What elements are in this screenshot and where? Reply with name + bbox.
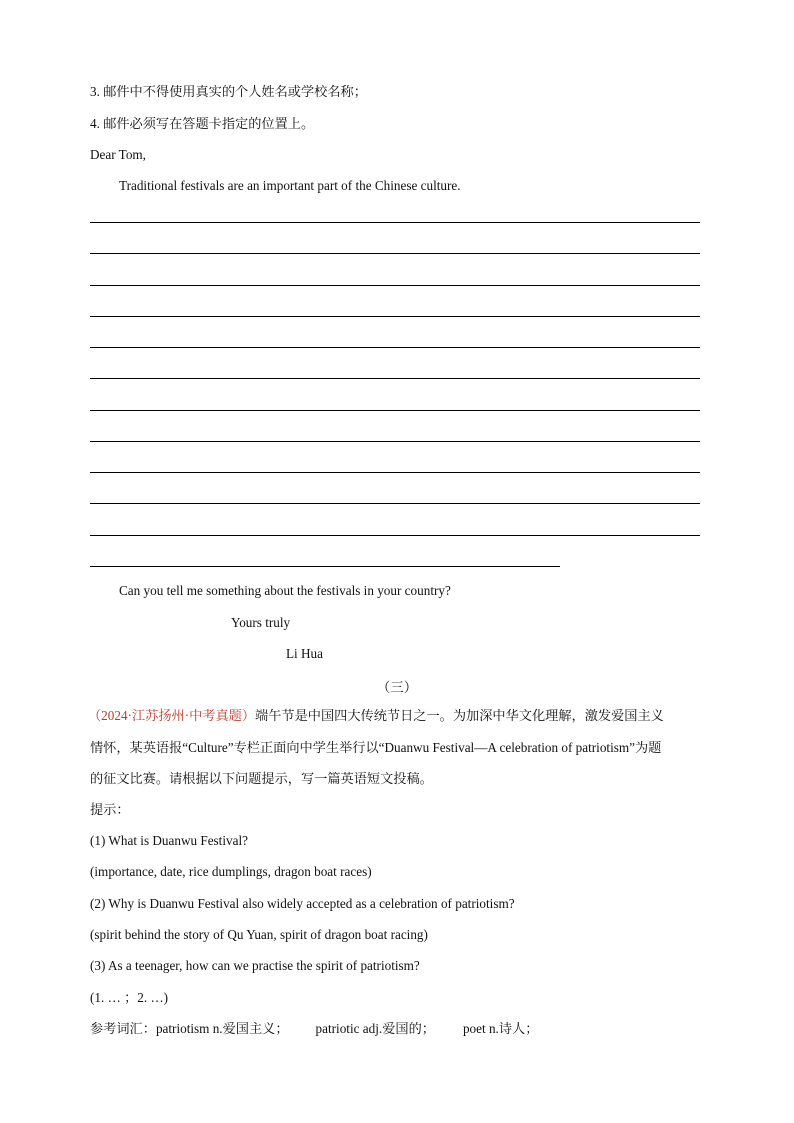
section-heading: （三） <box>376 680 418 695</box>
source-tag: （2024·江苏扬州·中考真题） <box>88 708 256 723</box>
writing-line[interactable] <box>90 535 700 536</box>
instruction-4: 4. 邮件必须写在答题卡指定的位置上。 <box>90 116 315 131</box>
letter-salutation: Dear Tom, <box>90 147 146 162</box>
vocab-line <box>90 1020 538 1038</box>
writing-line[interactable] <box>90 222 700 223</box>
hint-item: (1. … ；2. …) <box>90 990 169 1005</box>
vocab-item: poet n.诗人； <box>462 1021 539 1036</box>
vocab-item: patriotic adj.爱国的； <box>315 1021 435 1036</box>
writing-line[interactable] <box>90 410 700 411</box>
prompt-line-1 <box>88 707 664 725</box>
hint-item: (2) Why is Duanwu Festival also widely accepted as a celebration of patriotism? <box>90 896 515 911</box>
letter-signoff: Yours truly <box>231 615 291 630</box>
writing-line-short[interactable] <box>90 566 560 567</box>
instruction-3: 3. 邮件中不得使用真实的个人姓名或学校名称； <box>90 84 367 99</box>
hint-item: (3) As a teenager, how can we practise the spirit of patriotism? <box>90 958 420 973</box>
letter-opening: Traditional festivals are an important part of the Chinese culture. <box>119 178 461 193</box>
prompt-line-3: 的征文比赛。请根据以下问题提示，写一篇英语短文投稿。 <box>90 771 433 786</box>
writing-line[interactable] <box>90 316 700 317</box>
hint-item: (importance, date, rice dumplings, dragon boat races) <box>90 864 372 879</box>
prompt-line-2: 情怀，某英语报“Culture”专栏正面向中学生举行以“Duanwu Festival—A celebration of patriotism”为题 <box>90 740 662 755</box>
writing-line[interactable] <box>90 347 700 348</box>
vocab-item: patriotism n.爱国主义； <box>155 1021 289 1036</box>
letter-signature: Li Hua <box>286 646 323 661</box>
prompt-text-1: 端午节是中国四大传统节日之一。为加深中华文化理解，激发爱国主义 <box>255 708 664 723</box>
writing-line[interactable] <box>90 378 700 379</box>
writing-line[interactable] <box>90 285 700 286</box>
writing-line[interactable] <box>90 472 700 473</box>
writing-line[interactable] <box>90 503 700 504</box>
hint-item: (1) What is Duanwu Festival? <box>90 833 248 848</box>
vocab-label: 参考词汇： <box>90 1021 156 1036</box>
hint-label: 提示： <box>90 802 130 817</box>
letter-closing-question: Can you tell me something about the festivals in your country? <box>119 583 451 598</box>
writing-line[interactable] <box>90 253 700 254</box>
hint-item: (spirit behind the story of Qu Yuan, spirit of dragon boat racing) <box>90 927 428 942</box>
writing-line[interactable] <box>90 441 700 442</box>
